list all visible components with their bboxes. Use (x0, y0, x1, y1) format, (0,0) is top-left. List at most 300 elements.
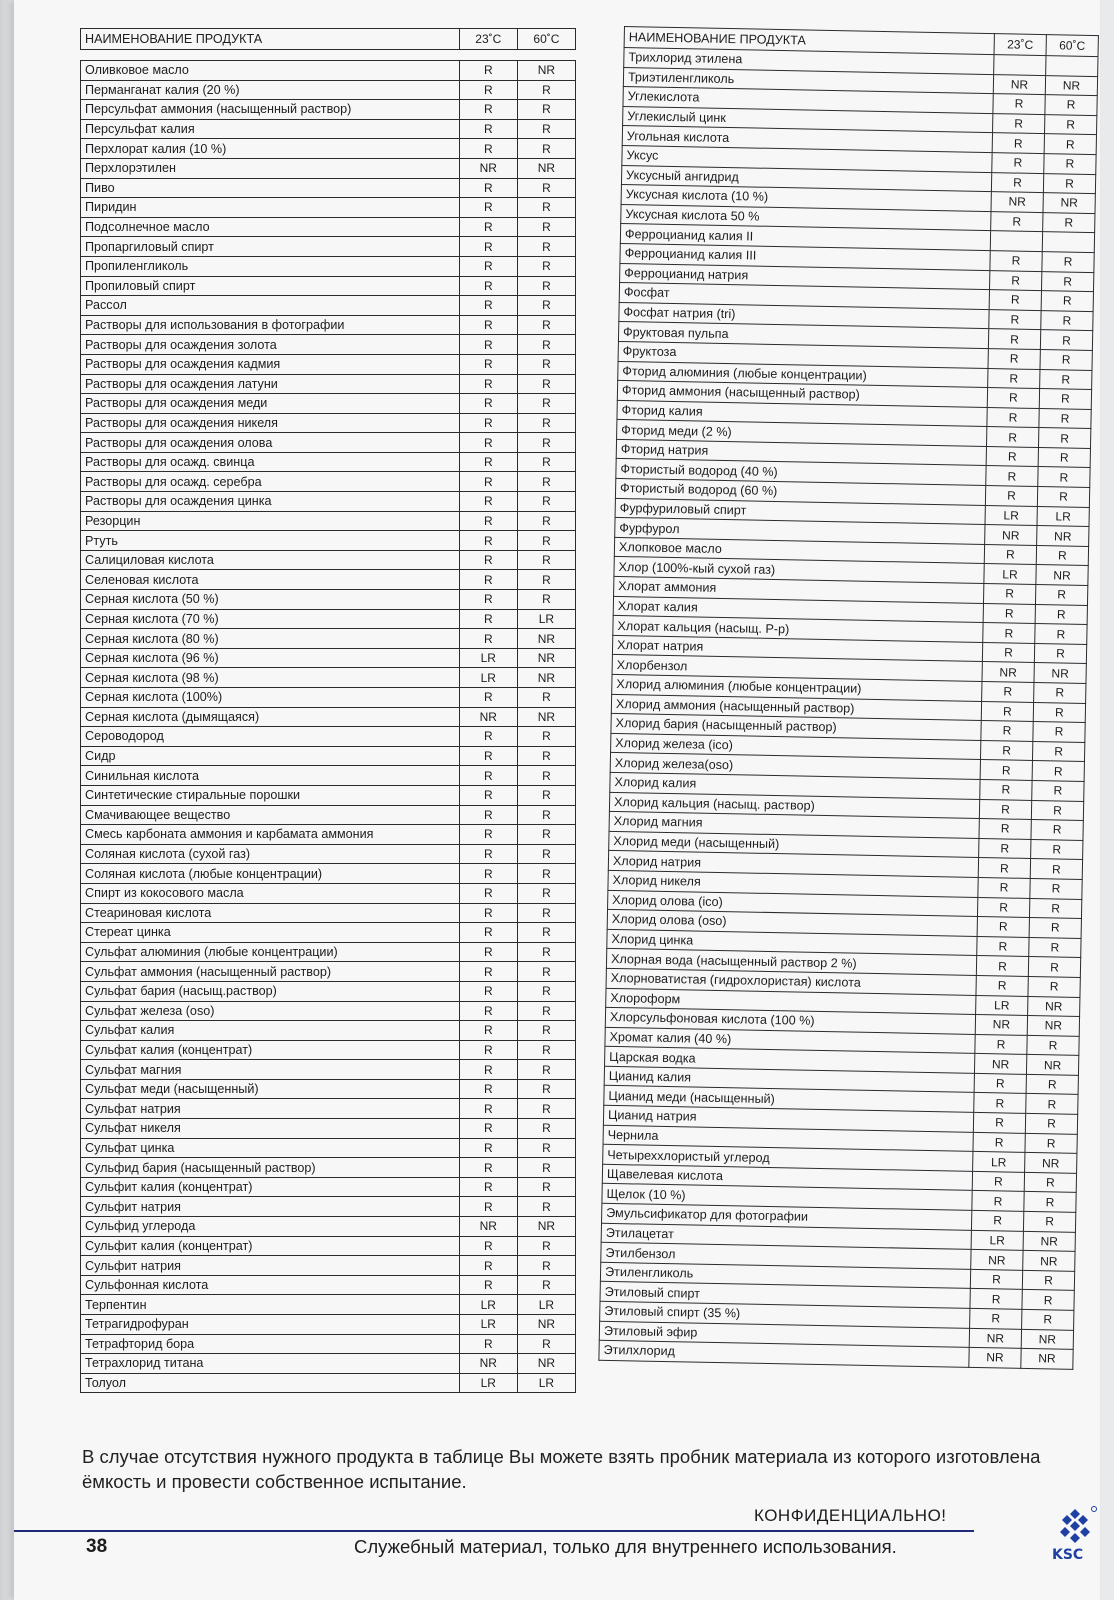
page-stack-edge (0, 0, 14, 1600)
table-row (81, 1040, 576, 1060)
rating-23c: R (459, 825, 517, 845)
table-row (81, 844, 576, 864)
rating-23c: R (972, 1191, 1024, 1212)
table-row (81, 629, 576, 649)
rating-60c: R (517, 923, 575, 943)
header-temp-23: 23˚C (994, 34, 1046, 56)
table-row (81, 296, 576, 316)
table-row (81, 394, 576, 414)
rating-23c: NR (459, 1217, 517, 1237)
table-row (81, 785, 576, 805)
rating-23c: LR (459, 668, 517, 688)
rating-60c: R (517, 139, 575, 159)
rating-23c: R (459, 1177, 517, 1197)
product-name: Ртуть (81, 531, 460, 551)
table-row (81, 80, 576, 100)
product-name: Хлорид меди (насыщенный) (609, 831, 979, 858)
rating-23c: R (978, 877, 1030, 898)
rating-23c: R (981, 721, 1033, 742)
product-name: Спирт из кокосового масла (81, 883, 460, 903)
product-name: Сульфат алюминия (любые концентрации) (81, 942, 460, 962)
rating-23c: R (459, 1275, 517, 1295)
product-name: Щавелевая кислота (602, 1164, 972, 1191)
rating-23c: R (989, 290, 1041, 311)
rating-60c: R (517, 335, 575, 355)
rating-60c: R (1038, 467, 1090, 488)
product-name: Этилацетат (601, 1223, 971, 1250)
rating-60c: R (517, 1256, 575, 1276)
product-name: Хлорид алюминия (любые концентрации) (612, 674, 982, 701)
product-name: Сульфид углерода (81, 1217, 460, 1237)
rating-23c: R (459, 883, 517, 903)
rating-60c: R (517, 374, 575, 394)
rating-60c: R (517, 962, 575, 982)
product-name: Хлорноватистая (гидрохлористая) кислота (606, 968, 976, 995)
product-name: Хлорид аммония (насыщенный раствор) (611, 694, 981, 721)
rating-23c: R (991, 172, 1043, 193)
rating-23c: R (459, 1119, 517, 1139)
rating-23c: R (459, 746, 517, 766)
rating-60c: NR (517, 707, 575, 727)
rating-23c: R (970, 1308, 1022, 1329)
product-name: Этилбензол (601, 1243, 971, 1270)
rating-60c: R (1026, 1074, 1078, 1095)
rating-23c: R (971, 1210, 1023, 1231)
product-name: Ферроцианид калия II (620, 224, 990, 251)
product-name: Тетрафторид бора (81, 1334, 460, 1354)
table-row (81, 923, 576, 943)
rating-60c: R (1031, 800, 1083, 821)
rating-23c: R (459, 1001, 517, 1021)
rating-23c: R (974, 1093, 1026, 1114)
product-name: Смачивающее вещество (81, 805, 460, 825)
product-name: Серная кислота (100%) (81, 688, 460, 708)
product-name: Хлорид цинка (607, 929, 977, 956)
rating-60c: NR (517, 648, 575, 668)
left-chemical-table (80, 28, 576, 1393)
product-name: Фурфуриловый спирт (615, 498, 985, 525)
product-name: Трихлорид этилена (624, 48, 994, 75)
rating-60c: R (1038, 447, 1090, 468)
left-table-header (81, 29, 576, 50)
rating-23c: R (972, 1171, 1024, 1192)
rating-60c: R (517, 825, 575, 845)
product-name: Пиридин (81, 198, 460, 218)
rating-23c: R (992, 133, 1044, 154)
rating-60c: R (517, 981, 575, 1001)
rating-60c: R (1022, 1290, 1074, 1311)
table-row (81, 1256, 576, 1276)
rating-60c: R (517, 942, 575, 962)
rating-23c: R (459, 550, 517, 570)
product-name: Сульфат цинка (81, 1138, 460, 1158)
product-name: Хлороформ (606, 988, 976, 1015)
rating-60c: R (1042, 252, 1094, 273)
rating-23c: R (984, 544, 1036, 565)
rating-60c: R (1032, 741, 1084, 762)
rating-23c: R (988, 329, 1040, 350)
product-name: Сульфит калия (концентрат) (81, 1236, 460, 1256)
table-row (81, 727, 576, 747)
rating-23c: R (979, 799, 1031, 820)
rating-60c: NR (1036, 565, 1088, 586)
table-row (81, 492, 576, 512)
rating-23c: R (459, 981, 517, 1001)
table-row (81, 1315, 576, 1335)
rating-23c: R (459, 413, 517, 433)
product-name: Хлорид магния (609, 812, 979, 839)
rating-23c: R (459, 570, 517, 590)
rating-23c: R (459, 1256, 517, 1276)
rating-60c: R (517, 805, 575, 825)
product-name: Хлопковое масло (614, 537, 984, 564)
rating-60c: R (517, 570, 575, 590)
product-name: Фурфурол (615, 518, 985, 545)
product-name: Хлорат натрия (612, 635, 982, 662)
product-name: Сульфит натрия (81, 1197, 460, 1217)
rating-60c: R (517, 1040, 575, 1060)
product-name: Сульфат натрия (81, 1099, 460, 1119)
product-name: Растворы для осажд. серебра (81, 472, 460, 492)
rating-60c: R (517, 1021, 575, 1041)
product-name: Хлорид кальция (насыщ. раствор) (609, 792, 979, 819)
product-name: Хлорат кальция (насыщ. Р-р) (613, 616, 983, 643)
rating-60c: NR (1034, 663, 1086, 684)
rating-60c: R (1030, 878, 1082, 899)
rating-60c: R (517, 766, 575, 786)
table-row (81, 1138, 576, 1158)
rating-60c: R (517, 1177, 575, 1197)
table-row (81, 335, 576, 355)
table-row (81, 1197, 576, 1217)
rating-60c: R (517, 80, 575, 100)
product-name: Хлор (100%-кый сухой газ) (614, 557, 984, 584)
product-name: Синтетические стиральные порошки (81, 785, 460, 805)
rating-23c: R (981, 701, 1033, 722)
rating-60c: NR (1021, 1329, 1073, 1350)
rating-60c: NR (517, 668, 575, 688)
table-row (81, 511, 576, 531)
rating-23c: R (975, 1034, 1027, 1055)
rating-23c: R (459, 1236, 517, 1256)
rating-23c: R (976, 956, 1028, 977)
product-name: Этиловый спирт (600, 1282, 970, 1309)
rating-60c: R (1022, 1270, 1074, 1291)
product-name: Растворы для осаждения цинка (81, 492, 460, 512)
rating-23c: R (459, 962, 517, 982)
rating-23c: R (459, 119, 517, 139)
product-name: Персульфат калия (81, 119, 460, 139)
product-name: Уксусная кислота (10 %) (621, 185, 991, 212)
rating-23c: R (977, 897, 1029, 918)
rating-23c: R (970, 1269, 1022, 1290)
product-name: Толуол (81, 1373, 460, 1393)
rating-60c: NR (517, 1354, 575, 1374)
table-row (81, 883, 576, 903)
product-name: Оливковое масло (81, 61, 460, 81)
table-row (81, 139, 576, 159)
rating-60c: NR (517, 61, 575, 81)
rating-60c: NR (1026, 1055, 1078, 1076)
rating-23c: R (459, 511, 517, 531)
header-product-name: НАИМЕНОВАНИЕ ПРОДУКТА (81, 29, 460, 50)
rating-60c: R (1022, 1309, 1074, 1330)
rating-60c: LR (517, 1295, 575, 1315)
rating-23c: R (459, 629, 517, 649)
product-name: Селеновая кислота (81, 570, 460, 590)
product-name: Фруктовая пульпа (618, 322, 988, 349)
rating-60c: NR (1021, 1349, 1073, 1370)
rating-23c: R (459, 139, 517, 159)
rating-23c: R (983, 584, 1035, 605)
table-row (81, 433, 576, 453)
table-row (81, 472, 576, 492)
product-name: Рассол (81, 296, 460, 316)
rating-23c: NR (459, 707, 517, 727)
rating-23c: LR (985, 505, 1037, 526)
rating-60c: R (517, 178, 575, 198)
product-name: Пропиловый спирт (81, 276, 460, 296)
rating-23c: R (459, 374, 517, 394)
rating-23c: NR (993, 74, 1045, 95)
rating-60c: R (1035, 624, 1087, 645)
product-name: Тетрахлорид титана (81, 1354, 460, 1374)
rating-60c: R (1039, 408, 1091, 429)
product-name: Углекислота (623, 87, 993, 114)
rating-23c: R (973, 1112, 1025, 1133)
product-name: Хромат калия (40 %) (605, 1027, 975, 1054)
rating-60c: NR (1027, 1016, 1079, 1037)
missing-product-note: В случае отсутствия нужного продукта в таблице Вы можете взять пробник материала из которого изготовлена ёмкость и провести собственное испытание. (82, 1446, 1041, 1492)
table-row (81, 1354, 576, 1374)
rating-23c: R (459, 1021, 517, 1041)
table-row (81, 1217, 576, 1237)
product-name: Сульфат аммония (насыщенный раствор) (81, 962, 460, 982)
table-row (81, 276, 576, 296)
rating-60c: R (517, 119, 575, 139)
rating-60c: R (1045, 114, 1097, 135)
rating-23c: NR (974, 1054, 1026, 1075)
rating-23c: R (459, 198, 517, 218)
rating-23c: R (459, 61, 517, 81)
product-name: Растворы для осаждения олова (81, 433, 460, 453)
product-name: Сульфат меди (насыщенный) (81, 1079, 460, 1099)
rating-23c: R (459, 785, 517, 805)
rating-23c: R (459, 1138, 517, 1158)
product-name: Сидр (81, 746, 460, 766)
rating-23c: R (977, 917, 1029, 938)
product-name: Хлорид бария (насыщенный раствор) (611, 714, 981, 741)
rating-60c: R (1024, 1172, 1076, 1193)
product-name: Угольная кислота (622, 126, 992, 153)
product-name: Этиленгликоль (600, 1262, 970, 1289)
table-row (81, 1275, 576, 1295)
rating-60c: R (517, 531, 575, 551)
rating-60c: R (1033, 702, 1085, 723)
product-name: Хлорсульфоновая кислота (100 %) (605, 1007, 975, 1034)
table-row (81, 61, 576, 81)
table-row (81, 1177, 576, 1197)
product-name: Фторид аммония (насыщенный раствор) (617, 381, 987, 408)
rating-60c (1042, 232, 1094, 253)
rating-23c: R (980, 760, 1032, 781)
product-name: Растворы для осажд. свинца (81, 452, 460, 472)
product-name: Хлорид железа(oso) (610, 753, 980, 780)
product-name: Этилхлорид (599, 1340, 969, 1367)
rating-23c: R (459, 296, 517, 316)
rating-60c: R (517, 492, 575, 512)
rating-23c: R (993, 94, 1045, 115)
rating-23c: LR (984, 564, 1036, 585)
rating-60c: R (517, 1060, 575, 1080)
rating-60c: R (1028, 957, 1080, 978)
rating-23c: R (459, 688, 517, 708)
rating-60c: R (1038, 428, 1090, 449)
rating-60c: R (1036, 545, 1088, 566)
product-name: Эмульсификатор для фотографии (602, 1203, 972, 1230)
rating-60c: R (1031, 820, 1083, 841)
rating-60c: NR (1023, 1231, 1075, 1252)
product-name: Сульфат калия (81, 1021, 460, 1041)
product-name: Хлорная вода (насыщенный раствор 2 %) (606, 949, 976, 976)
rating-23c: R (459, 315, 517, 335)
product-name: Растворы для осаждения меди (81, 394, 460, 414)
rating-23c: R (459, 844, 517, 864)
product-name: Хлорат калия (613, 596, 983, 623)
rating-60c: R (517, 256, 575, 276)
rating-23c: R (986, 466, 1038, 487)
rating-60c: R (1035, 604, 1087, 625)
product-name: Серная кислота (50 %) (81, 590, 460, 610)
rating-23c: R (459, 727, 517, 747)
logo-text: KSC (1052, 1547, 1084, 1563)
rating-23c: R (988, 348, 1040, 369)
rating-60c: R (517, 590, 575, 610)
rating-60c: R (1029, 898, 1081, 919)
rating-23c: R (459, 942, 517, 962)
rating-60c: R (517, 1099, 575, 1119)
product-name: Уксус (622, 145, 992, 172)
rating-23c: R (459, 256, 517, 276)
rating-23c: R (459, 903, 517, 923)
table-row (81, 707, 576, 727)
product-name: Пропиленгликоль (81, 256, 460, 276)
rating-60c: R (1041, 271, 1093, 292)
rating-23c: NR (985, 525, 1037, 546)
rating-23c: R (459, 590, 517, 610)
product-name: Растворы для осаждения золота (81, 335, 460, 355)
rating-60c: R (1025, 1133, 1077, 1154)
product-name: Перхлорэтилен (81, 158, 460, 178)
rating-60c: R (517, 688, 575, 708)
page-number: 38 (86, 1536, 108, 1557)
rating-23c: R (993, 113, 1045, 134)
rating-60c: R (517, 1236, 575, 1256)
product-name: Хлорид натрия (608, 851, 978, 878)
product-name: Фтористый водород (60 %) (615, 478, 985, 505)
rating-60c: R (1030, 859, 1082, 880)
rating-23c: R (990, 251, 1042, 272)
product-name: Персульфат аммония (насыщенный раствор) (81, 100, 460, 120)
rating-23c: R (459, 492, 517, 512)
product-name: Уксусный ангидрид (621, 165, 991, 192)
rating-60c: NR (1037, 526, 1089, 547)
rating-60c: R (1040, 369, 1092, 390)
confidential-label: КОНФИДЕНЦИАЛЬНО! (754, 1506, 947, 1525)
rating-60c: R (1040, 349, 1092, 370)
product-name: Соляная кислота (сухой газ) (81, 844, 460, 864)
rating-23c: R (459, 531, 517, 551)
product-name: Сульфит калия (концентрат) (81, 1177, 460, 1197)
product-name: Уксусная кислота 50 % (621, 204, 991, 231)
rating-60c: R (1037, 487, 1089, 508)
rating-23c: LR (459, 1373, 517, 1393)
header-temp-60: 60˚C (517, 29, 575, 50)
rating-23c: NR (459, 1354, 517, 1374)
rating-23c: LR (976, 995, 1028, 1016)
table-row (81, 942, 576, 962)
rating-23c: R (459, 1334, 517, 1354)
rating-23c: R (979, 838, 1031, 859)
rating-23c: R (459, 864, 517, 884)
rating-23c (990, 231, 1042, 252)
product-name: Ферроцианид калия III (620, 243, 990, 270)
rating-60c: R (1035, 585, 1087, 606)
product-name: Растворы для осаждения кадмия (81, 354, 460, 374)
product-name: Чернила (603, 1125, 973, 1152)
product-name: Сульфит натрия (81, 1256, 460, 1276)
product-name: Сульфат железа (oso) (81, 1001, 460, 1021)
table-row (81, 1060, 576, 1080)
rating-23c: R (973, 1132, 1025, 1153)
rating-60c: R (1044, 134, 1096, 155)
rating-60c: R (517, 413, 575, 433)
rating-23c: R (983, 623, 1035, 644)
table-row (81, 374, 576, 394)
rating-60c: R (517, 237, 575, 257)
rating-23c: R (990, 270, 1042, 291)
product-name: Фруктоза (618, 341, 988, 368)
rating-23c: R (459, 923, 517, 943)
table-row (81, 1021, 576, 1041)
table-row (81, 550, 576, 570)
table-row (81, 668, 576, 688)
rating-23c: R (459, 472, 517, 492)
rating-23c: R (459, 452, 517, 472)
rating-60c: R (1034, 643, 1086, 664)
rating-60c: R (517, 394, 575, 414)
rating-60c: R (1027, 1035, 1079, 1056)
table-row (81, 158, 576, 178)
table-row (81, 1373, 576, 1393)
rating-23c: R (459, 805, 517, 825)
rating-60c: R (517, 100, 575, 120)
product-name: Серная кислота (80 %) (81, 629, 460, 649)
header-temp-60: 60˚C (1046, 35, 1098, 57)
rating-60c: NR (1045, 75, 1097, 96)
rating-23c: R (989, 309, 1041, 330)
product-name: Цианид меди (насыщенный) (604, 1086, 974, 1113)
header-temp-23: 23˚C (459, 29, 517, 50)
rating-60c: R (517, 354, 575, 374)
product-name: Хлорид олова (ico) (608, 890, 978, 917)
rating-60c: R (1039, 389, 1091, 410)
rating-60c: R (1032, 780, 1084, 801)
rating-60c: R (1029, 937, 1081, 958)
rating-60c: R (517, 1001, 575, 1021)
rating-60c: R (1044, 154, 1096, 175)
rating-60c: R (1024, 1192, 1076, 1213)
